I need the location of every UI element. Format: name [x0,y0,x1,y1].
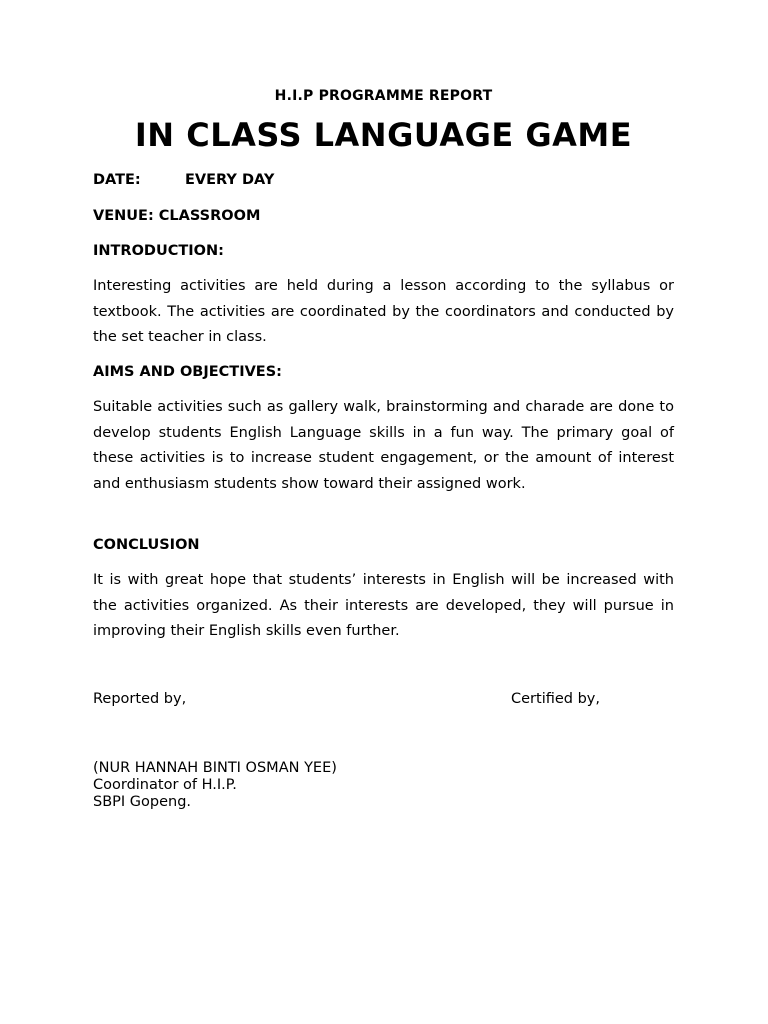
report-subtitle: H.I.P PROGRAMME REPORT [274,88,493,104]
signatory-organization: SBPI Gopeng. [93,794,192,810]
reported-by-label: Reported by, [93,691,187,707]
report-title: IN CLASS LANGUAGE GAME [134,116,633,154]
date-value: EVERY DAY [185,172,275,188]
certified-by-label: Certified by, [511,691,600,707]
signatory-position: Coordinator of H.I.P. [93,777,237,793]
venue-label: VENUE: CLASSROOM [93,208,261,224]
aims-paragraph: Suitable activities such as gallery walk, brainstorming and charade are done to develop students English Language skills in a fun way. The primary goal of these activities is to increase student engagement, or the amount of interest and enthusiasm students show toward their assigned work. [93,399,674,492]
signature-block [93,760,337,811]
conclusion-paragraph: It is with great hope that students’ interests in English will be increased with the activities organized. As their interests are developed, they will pursue in improving their English skills even further. [93,572,674,640]
aims-heading: AIMS AND OBJECTIVES: [93,364,282,380]
introduction-heading: INTRODUCTION: [93,243,224,259]
introduction-paragraph: Interesting activities are held during a lesson according to the syllabus or textbook. The activities are coordinated by the coordinators and conducted by the set teacher in class. [93,278,674,345]
conclusion-heading: CONCLUSION [93,537,200,553]
date-label: DATE: [93,172,141,188]
signatory-name: (NUR HANNAH BINTI OSMAN YEE) [93,760,337,776]
